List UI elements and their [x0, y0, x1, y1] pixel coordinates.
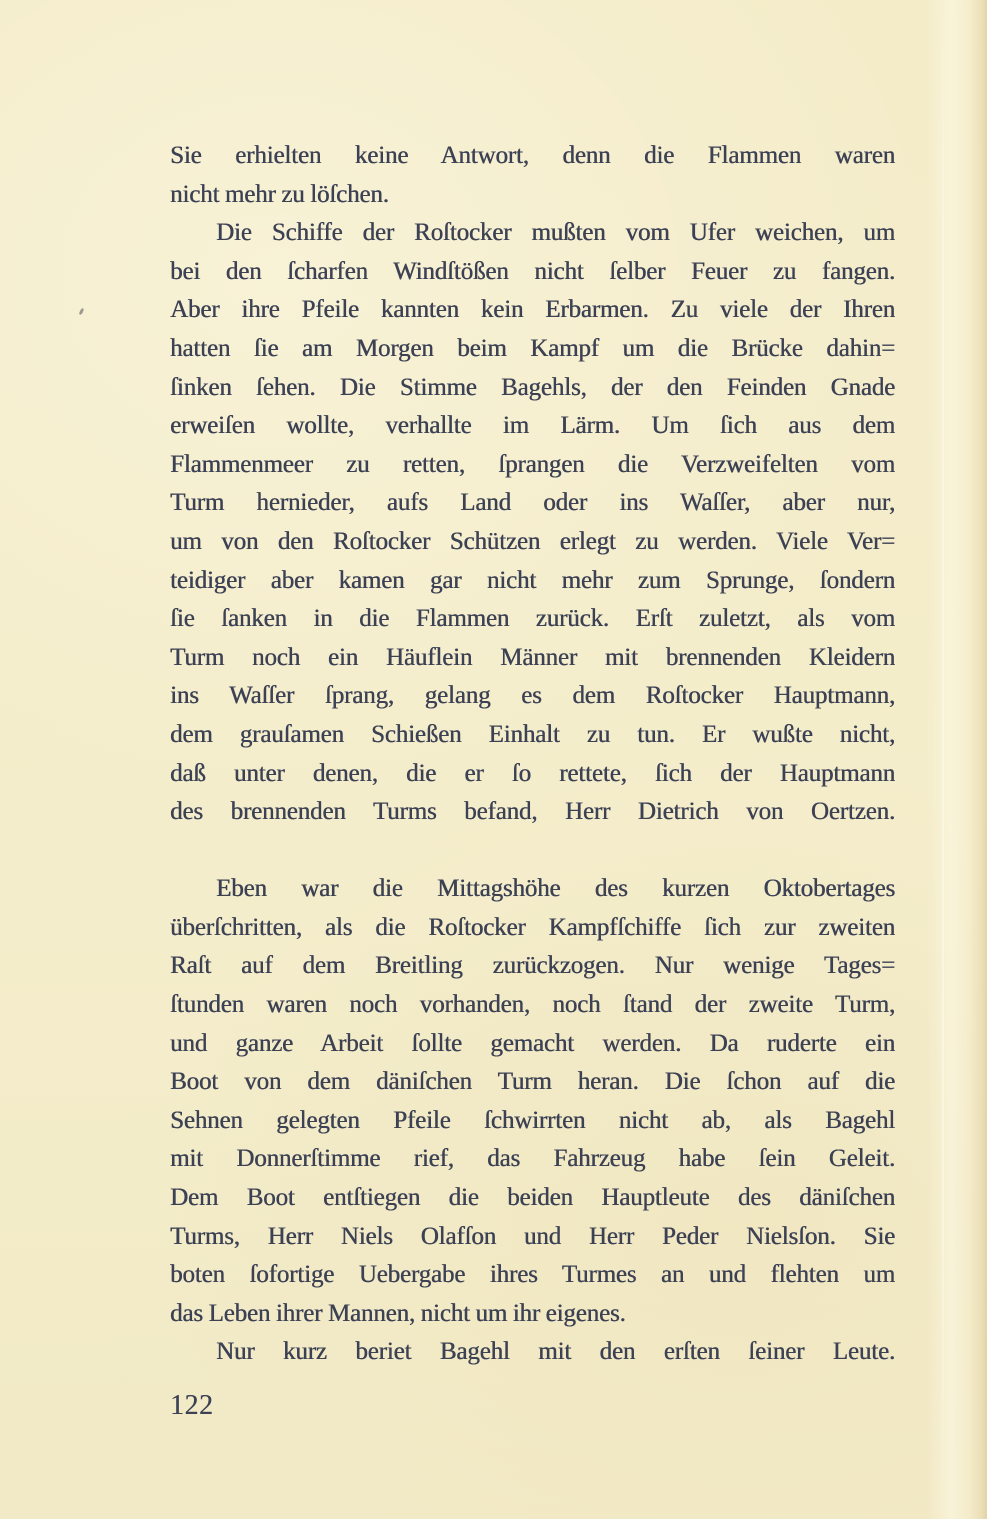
text-line: boten ſofortige Uebergabe ihres Turmes an und flehten um	[170, 1261, 895, 1289]
text-line: ſinken ſehen. Die Stimme Bagehls, der den Feinden Gnade	[170, 373, 895, 401]
paragraph	[170, 214, 895, 832]
ink-speck	[79, 308, 85, 316]
text-line: Turm hernieder, aufs Land oder ins Waſſer, aber nur,	[170, 489, 895, 517]
text-line: teidiger aber kamen gar nicht mehr zum Sprunge, ſondern	[170, 566, 895, 594]
text-line: erweiſen wollte, verhallte im Lärm. Um ſich aus dem	[170, 412, 895, 440]
text-line: Flammenmeer zu retten, ſprangen die Verzweifelten vom	[170, 450, 895, 478]
text-line: Die Schiffe der Roſtocker mußten vom Ufer weichen, um	[216, 219, 895, 247]
text-line: das Leben ihrer Mannen, nicht um ihr eigenes.	[170, 1299, 626, 1327]
text-line: ſie ſanken in die Flammen zurück. Erſt zuletzt, als vom	[170, 605, 895, 633]
text-line: nicht mehr zu löſchen.	[170, 180, 389, 208]
text-line: ſtunden waren noch vorhanden, noch ſtand der zweite Turm,	[170, 991, 895, 1019]
text-line: daß unter denen, die er ſo rettete, ſich der Hauptmann	[170, 759, 895, 787]
paragraph	[170, 870, 895, 1333]
text-line: Sehnen gelegten Pfeile ſchwirrten nicht ab, als Bagehl	[170, 1106, 895, 1134]
text-line: Sie erhielten keine Antwort, denn die Flammen waren	[170, 142, 895, 169]
text-line: dem grauſamen Schießen Einhalt zu tun. Er wußte nicht,	[170, 720, 895, 748]
text-line: um von den Roſtocker Schützen erlegt zu werden. Viele Ver=	[170, 527, 895, 555]
text-line: Dem Boot entſtiegen die beiden Hauptleute des däniſchen	[170, 1184, 895, 1212]
text-line: mit Donnerſtimme rief, das Fahrzeug habe ſein Geleit.	[170, 1145, 895, 1173]
text-line: Nur kurz beriet Bagehl mit den erſten ſeiner Leute.	[216, 1338, 895, 1366]
text-line: Aber ihre Pfeile kannten kein Erbarmen. Zu viele der Ihren	[170, 296, 895, 324]
paragraph	[170, 1333, 895, 1372]
text-line: Raſt auf dem Breitling zurückzogen. Nur wenige Tages=	[170, 952, 895, 980]
page-number: 122	[170, 1390, 214, 1421]
text-line: des brennenden Turms befand, Herr Dietrich von Oertzen.	[170, 798, 895, 826]
page-edge	[927, 0, 987, 1519]
text-line: und ganze Arbeit ſollte gemacht werden. Da ruderte ein	[170, 1029, 895, 1057]
text-line: überſchritten, als die Roſtocker Kampfſchiffe ſich zur zweiten	[170, 913, 895, 941]
text-line: ins Waſſer ſprang, gelang es dem Roſtocker Hauptmann,	[170, 682, 895, 710]
text-line: Boot von dem däniſchen Turm heran. Die ſchon auf die	[170, 1068, 895, 1096]
text-line: Turm noch ein Häuflein Männer mit brennenden Kleidern	[170, 643, 895, 671]
text-line: hatten ſie am Morgen beim Kampf um die Brücke dahin=	[170, 334, 895, 362]
text-line: Turms, Herr Niels Olafſon und Herr Peder Nielsſon. Sie	[170, 1222, 895, 1250]
text-line: Eben war die Mittagshöhe des kurzen Oktobertages	[216, 875, 895, 903]
paragraph	[170, 137, 895, 214]
text-line: bei den ſcharfen Windſtößen nicht ſelber Feuer zu fangen.	[170, 257, 895, 285]
page-text	[170, 137, 895, 1372]
